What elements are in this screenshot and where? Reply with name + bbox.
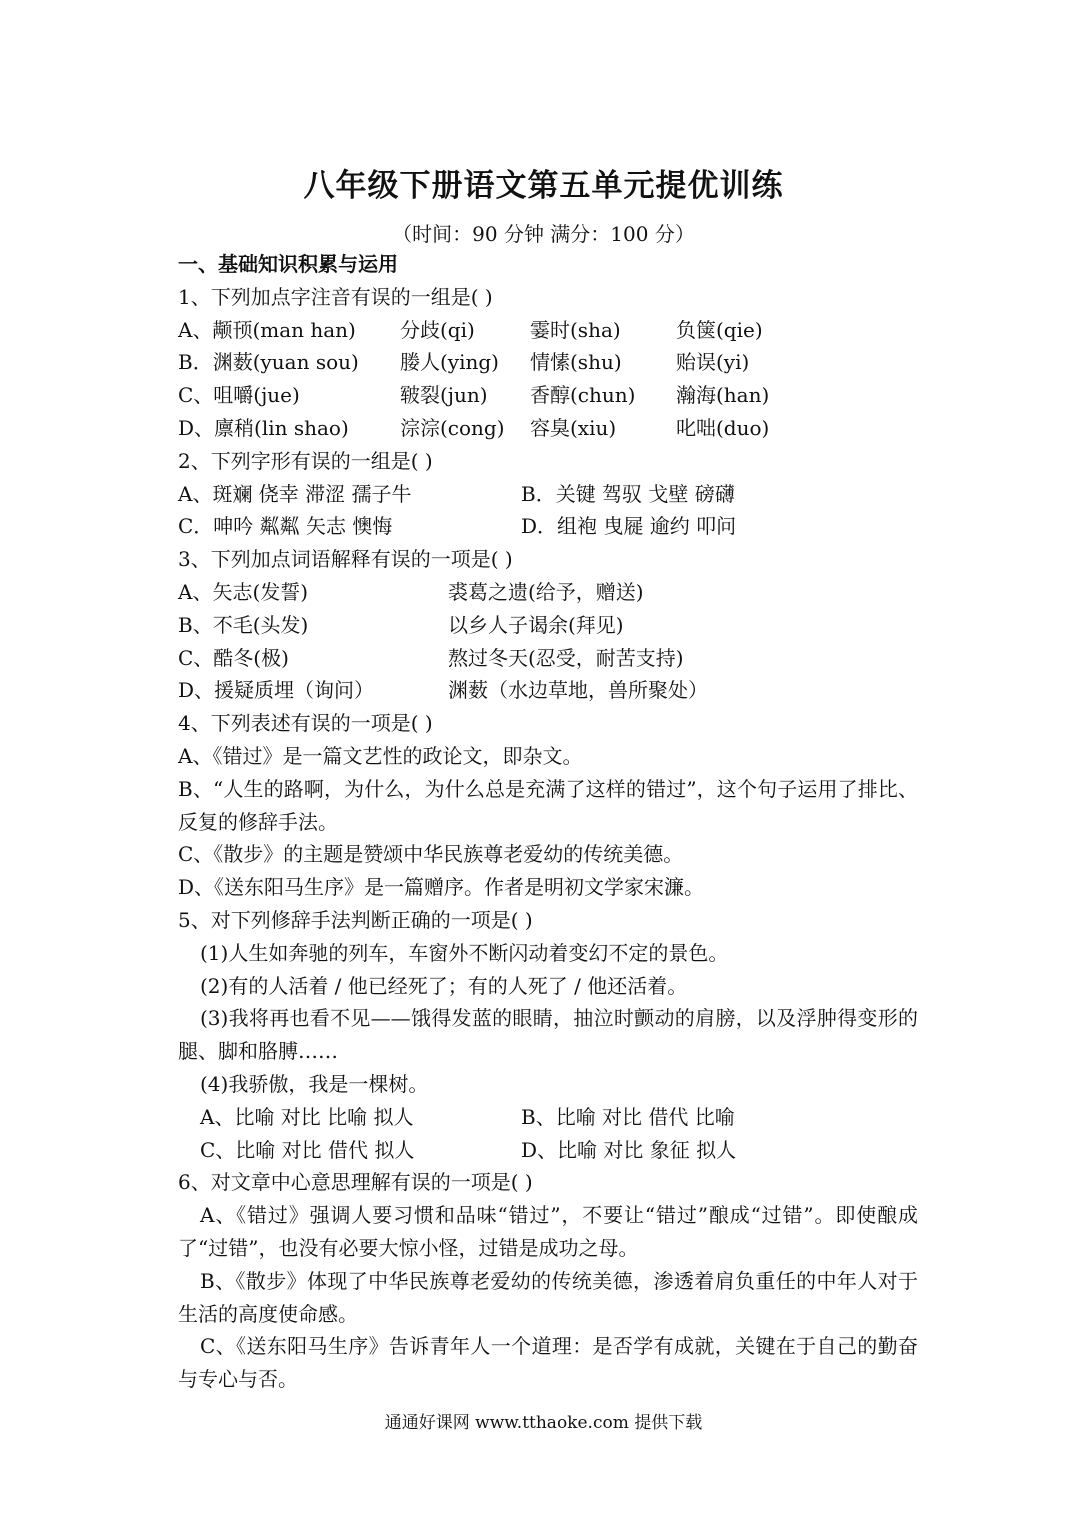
option-cell: A、比喻 对比 比喻 拟人 bbox=[200, 1104, 414, 1129]
question-1-stem: 1、下列加点字注音有误的一组是( ) bbox=[178, 284, 493, 309]
option-cell: 香醇(chun) bbox=[530, 383, 636, 408]
question-5-sentence-4: (4)我骄傲，我是一棵树。 bbox=[200, 1071, 429, 1096]
page-subtitle: （时间：90 分钟 满分：100 分） bbox=[392, 222, 695, 246]
question-6-option-a: A、《错过》强调人要习惯和品味“错过”，不要让“错过”酿成“过错”。即使酿成了“过错”，也没有必要大惊小怪，过错是成功之母。 bbox=[178, 1203, 918, 1260]
option-cell: 负箧(qie) bbox=[676, 317, 763, 342]
question-6-option-b: B、《散步》体现了中华民族尊老爱幼的传统美德，渗透着肩负重任的中年人对于生活的高度使命感。 bbox=[178, 1268, 918, 1326]
option-cell: 渊薮（水边草地，兽所聚处） bbox=[448, 678, 708, 703]
option-cell: 皲裂(jun) bbox=[400, 383, 488, 408]
option-cell: 淙淙(cong) bbox=[400, 415, 505, 440]
option-cell: A、颟顸(man han) bbox=[178, 317, 356, 342]
question-5-sentence-1: (1)人生如奔驰的列车，车窗外不断闪动着变幻不定的景色。 bbox=[200, 940, 729, 965]
option-cell: A、矢志(发誓) bbox=[178, 579, 309, 604]
option-cell: C、比喻 对比 借代 拟人 bbox=[200, 1137, 415, 1162]
question-5-stem: 5、对下列修辞手法判断正确的一项是( ) bbox=[178, 907, 533, 932]
question-3-option-row bbox=[178, 609, 918, 642]
question-1-option-row bbox=[178, 346, 918, 379]
option-cell: A、斑斓 侥幸 滞涩 孺子牛 bbox=[178, 481, 412, 506]
option-cell: B、不毛(头发) bbox=[178, 612, 309, 637]
option-cell: C．呻吟 粼粼 矢志 懊悔 bbox=[178, 514, 393, 539]
option-cell: 霎时(sha) bbox=[530, 317, 621, 342]
question-3-option-row bbox=[178, 674, 918, 707]
option-cell: 瀚海(han) bbox=[676, 383, 770, 408]
option-cell: 裘葛之遗(给予，赠送) bbox=[448, 579, 644, 604]
option-cell: B．渊薮(yuan sou) bbox=[178, 350, 359, 375]
question-1-option-row bbox=[178, 314, 918, 347]
option-cell: 媵人(ying) bbox=[400, 350, 499, 375]
option-cell: 分歧(qi) bbox=[400, 317, 475, 342]
question-5-sentence-3: (3)我将再也看不见——饿得发蓝的眼睛，抽泣时颤动的肩膀，以及浮肿得变形的腿、脚和胳膊…… bbox=[178, 1006, 918, 1064]
option-cell: 容臭(xiu) bbox=[530, 415, 617, 440]
option-cell: B、比喻 对比 借代 比喻 bbox=[521, 1104, 735, 1129]
question-4-option-c: C、《散步》的主题是赞颂中华民族尊老爱幼的传统美德。 bbox=[178, 842, 684, 867]
question-4-stem: 4、下列表述有误的一项是( ) bbox=[178, 711, 433, 736]
exam-content bbox=[178, 248, 918, 1396]
option-cell: D、援疑质埋（询问） bbox=[178, 678, 375, 703]
question-2-option-row bbox=[178, 478, 918, 511]
question-1-option-row bbox=[178, 379, 918, 412]
question-6-option-c: C、《送东阳马生序》告诉青年人一个道理：是否学有成就，关键在于自己的勤奋与专心与否。 bbox=[178, 1334, 918, 1392]
section-heading: 一、基础知识积累与运用 bbox=[178, 252, 398, 276]
question-6-stem: 6、对文章中心意思理解有误的一项是( ) bbox=[178, 1170, 533, 1195]
question-2-stem: 2、下列字形有误的一组是( ) bbox=[178, 448, 433, 473]
option-cell: D、廪稍(lin shao) bbox=[178, 415, 349, 440]
question-5-option-row bbox=[178, 1134, 918, 1167]
question-4-option-b: B、“人生的路啊，为什么，为什么总是充满了这样的错过”，这个句子运用了排比、反复的修辞手法。 bbox=[178, 776, 918, 834]
question-4-option-d: D、《送东阳马生序》是一篇赠序。作者是明初文学家宋濂。 bbox=[178, 875, 705, 900]
question-5-option-row bbox=[178, 1101, 918, 1134]
footer-credit: 通通好课网 www.tthaoke.com 提供下载 bbox=[384, 1413, 703, 1433]
question-5-sentence-2: (2)有的人活着 / 他已经死了；有的人死了 / 他还活着。 bbox=[200, 973, 688, 998]
option-cell: 情愫(shu) bbox=[530, 350, 622, 375]
option-cell: D．组袍 曳屣 逾约 叩问 bbox=[521, 514, 737, 539]
option-cell: 叱咄(duo) bbox=[676, 415, 770, 440]
option-cell: B．关键 驾驭 戈壁 磅礴 bbox=[521, 481, 735, 506]
question-1-option-row bbox=[178, 412, 918, 445]
option-cell: 熬过冬天(忍受，耐苦支持) bbox=[448, 645, 684, 670]
option-cell: C、酷冬(极) bbox=[178, 645, 289, 670]
option-cell: D、比喻 对比 象征 拟人 bbox=[521, 1137, 737, 1162]
question-3-option-row bbox=[178, 576, 918, 609]
option-cell: C、咀嚼(jue) bbox=[178, 383, 300, 408]
question-4-option-a: A、《错过》是一篇文艺性的政论文，即杂文。 bbox=[178, 743, 583, 768]
option-cell: 以乡人子谒余(拜见) bbox=[448, 612, 624, 637]
question-3-option-row bbox=[178, 642, 918, 675]
question-2-option-row bbox=[178, 510, 918, 543]
page-title: 八年级下册语文第五单元提优训练 bbox=[303, 168, 784, 204]
option-cell: 贻误(yi) bbox=[676, 350, 750, 375]
question-3-stem: 3、下列加点词语解释有误的一项是( ) bbox=[178, 547, 513, 572]
